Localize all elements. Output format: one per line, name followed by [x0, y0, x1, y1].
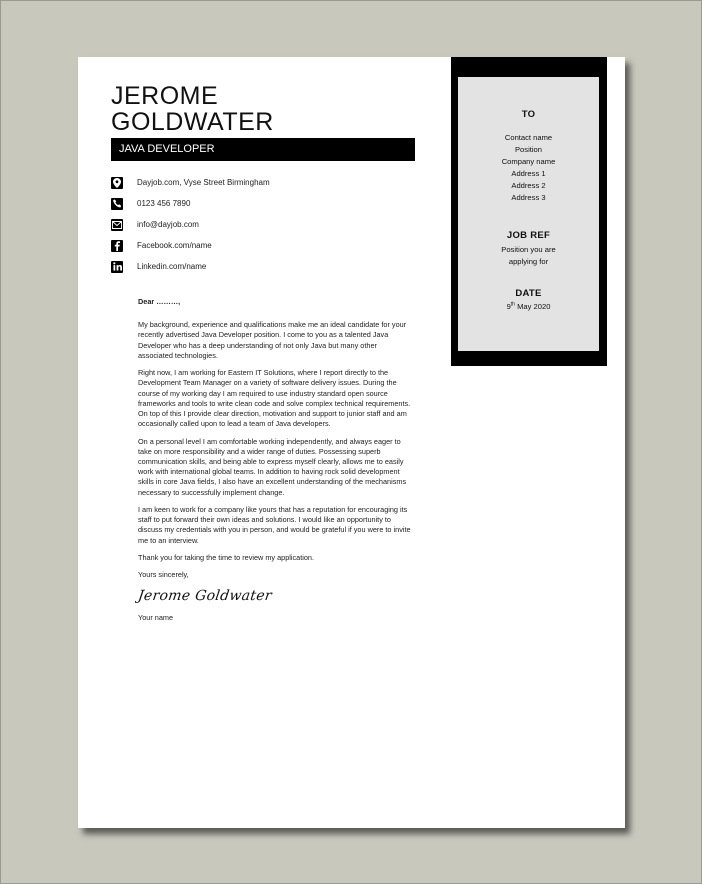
last-name: GOLDWATER	[111, 108, 274, 136]
contact-address	[111, 172, 270, 193]
applicant-name	[111, 83, 274, 135]
contact-phone-text: 0123 456 7890	[137, 199, 191, 208]
recipient-panel	[458, 77, 599, 351]
linkedin-icon	[111, 261, 123, 273]
date-rest: May 2020	[514, 302, 551, 311]
facebook-icon	[111, 240, 123, 252]
salutation: Dear ………,	[138, 297, 181, 306]
closing: Yours sincerely,	[138, 570, 189, 580]
email-icon	[111, 219, 123, 231]
contact-list	[111, 172, 270, 277]
date-day: 9	[506, 302, 511, 311]
job-ref-line: Position you are	[501, 245, 556, 254]
date-suffix: th	[510, 301, 515, 308]
contact-facebook	[111, 235, 270, 256]
contact-linkedin	[111, 256, 270, 277]
job-ref-heading: JOB REF	[506, 230, 551, 241]
phone-icon	[111, 198, 123, 210]
to-heading: TO	[521, 109, 536, 120]
first-name: JEROME	[111, 82, 219, 110]
letter-paragraph: Right now, I am working for Eastern IT Solutions, where I report directly to the Development Team Manager on a variety of software delivery issues. During the course of my working day I am required to use industry standard open source frameworks and tools to write clean code and solve complex technical requirements. On top of this I provide clear direction, motivation and support to junior staff and am occasionally called upon to lead a team of Java developers.	[138, 368, 411, 429]
recipient-line: Position	[514, 145, 543, 154]
letter-body	[138, 297, 413, 630]
contact-email	[111, 214, 270, 235]
recipient-line: Company name	[501, 157, 556, 166]
contact-address-text: Dayjob.com, Vyse Street Birmingham	[137, 178, 270, 187]
letter-paragraph: Thank you for taking the time to review my application.	[138, 553, 315, 563]
contact-phone	[111, 193, 270, 214]
your-name: Your name	[138, 612, 174, 622]
letter-paragraph: I am keen to work for a company like yours that has a reputation for encouraging its staff to put forward their own ideas and solutions. I would like an opportunity to discuss my credentials with you in person, and would be grateful if you were to invite me to an interview.	[138, 505, 411, 545]
recipient-line: Address 1	[511, 169, 546, 178]
letter-paragraph: My background, experience and qualifications make me an ideal candidate for your recently advertised Java Developer position. I come to you as a talented Java Developer who has a deep understanding of not only Java but many other associated technologies.	[138, 320, 407, 360]
contact-facebook-text: Facebook.com/name	[137, 241, 212, 250]
letter-paragraph: On a personal level I am comfortable working independently, and always eager to take on more responsibility and a wider range of duties. Possessing superb communication skills, and being able to express myself clearly, allows me to easily work with international global teams. In addition to having rock solid development skills in core Java fields, I also have an excellent understanding of the mechanisms necessary to successfully implement change.	[138, 436, 407, 497]
date-value	[458, 301, 599, 313]
date-heading: DATE	[515, 288, 542, 299]
recipient-line: Address 3	[511, 193, 546, 202]
job-ref-line: applying for	[508, 257, 549, 266]
recipient-line: Contact name	[504, 133, 553, 142]
location-pin-icon	[111, 177, 123, 189]
contact-linkedin-text: Linkedin.com/name	[137, 262, 207, 271]
job-title-bar: JAVA DEVELOPER	[111, 138, 415, 161]
contact-email-text: info@dayjob.com	[137, 220, 199, 229]
cover-letter-page	[78, 57, 625, 828]
signature: Jerome Goldwater	[136, 587, 273, 604]
recipient-line: Address 2	[511, 181, 546, 190]
recipient-sidebar	[451, 57, 607, 366]
